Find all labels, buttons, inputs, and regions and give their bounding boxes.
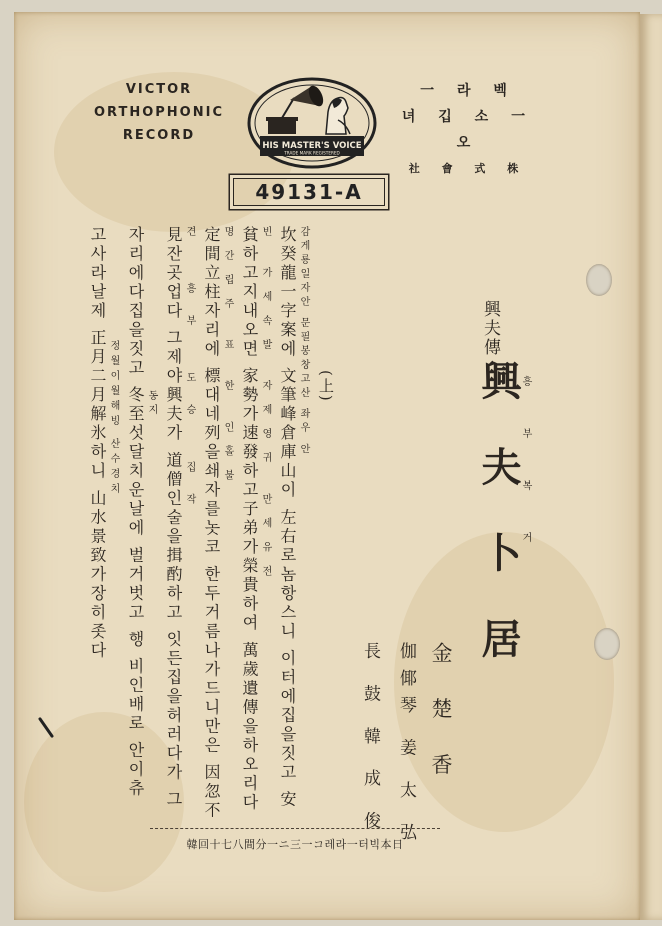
drum-player: 長 鼓 韓 成 俊: [360, 642, 380, 839]
dog-gramophone-icon: [246, 76, 378, 170]
binder-hole: [594, 628, 620, 660]
lyric-ruby: 정월이월해빙 산수경치: [108, 340, 119, 499]
brand-line: ORTHOPHONIC: [94, 105, 224, 120]
footer-divider: [150, 828, 440, 829]
lyric-line: 定間立柱자리에 標대네列을쇄자를놋코 한두거름나가드니만은 因忽不: [202, 226, 221, 821]
logo-subtext: TRADE MARK REGISTERED: [284, 150, 340, 156]
adjacent-page-edge: [640, 14, 662, 920]
lead-singer: 金 楚 香: [429, 642, 453, 789]
part-indicator: (上): [317, 370, 335, 403]
paper-stain: [24, 712, 184, 892]
lyric-ruby: 빈 가세속발 자제영귀 만세유전: [260, 226, 271, 590]
lyric-line: 見잔곳업다 그제야興夫가 道僧인술을揖酌하고 잇든집을허러다가 그: [164, 226, 183, 810]
victor-brand-text: [74, 78, 244, 147]
catalog-number: 49131-A: [233, 178, 385, 206]
title-reading: 부: [520, 428, 531, 480]
brand-line: VICTOR: [125, 82, 193, 97]
lyric-ruby: 견 흥부 도승 집작: [184, 226, 195, 526]
lyric-line: 貧하고지내오면 家勢가速發하고子弟가榮貴하여 萬歲遺傳을하오리다: [240, 226, 259, 813]
publisher-footer: 韓回十七八間分一ニ三一コ레라一터빅本日: [186, 838, 404, 851]
lyric-line: 자리에다집을짓고 冬至섯달치운날에 벌거벗고 행 비인배로 안이츄: [126, 226, 145, 799]
song-title: 興 夫 卜 居: [475, 360, 522, 674]
lyric-ruby: 감게룡일자안 문필봉창고산 좌우 안: [298, 226, 309, 458]
song-subtitle: 興夫傳: [480, 300, 500, 357]
korean-label-line: 녀 깁 소 一 오: [401, 109, 535, 151]
binder-hole: [586, 264, 612, 296]
title-reading: 거: [520, 532, 531, 584]
lyric-line: 坎癸龍一字案에 文筆峰倉庫山이 左右로놈항스니 이터에집을짓고 安: [278, 226, 297, 810]
lyric-ruby: 명간립주 표 한 인홀불: [222, 226, 233, 494]
gayageum-player: 伽倻琴 姜 太 弘: [396, 642, 416, 851]
korean-label-line: 社 會 式 株: [408, 162, 528, 175]
title-reading: 복: [520, 480, 531, 532]
lyric-line: 고사라날제 正月二月解氷하니 山水景致가장히좃다: [88, 226, 107, 661]
victor-company-korean-label: [388, 78, 548, 182]
logo-text: HIS MASTER'S VOICE: [262, 141, 362, 151]
title-reading: 흥: [520, 376, 531, 428]
korean-label-line: 一 라 벡: [420, 83, 516, 99]
brand-line: RECORD: [122, 128, 196, 143]
song-title-reading: [518, 376, 533, 584]
lyric-ruby: 동지: [146, 390, 157, 418]
his-masters-voice-logo: [246, 76, 378, 170]
